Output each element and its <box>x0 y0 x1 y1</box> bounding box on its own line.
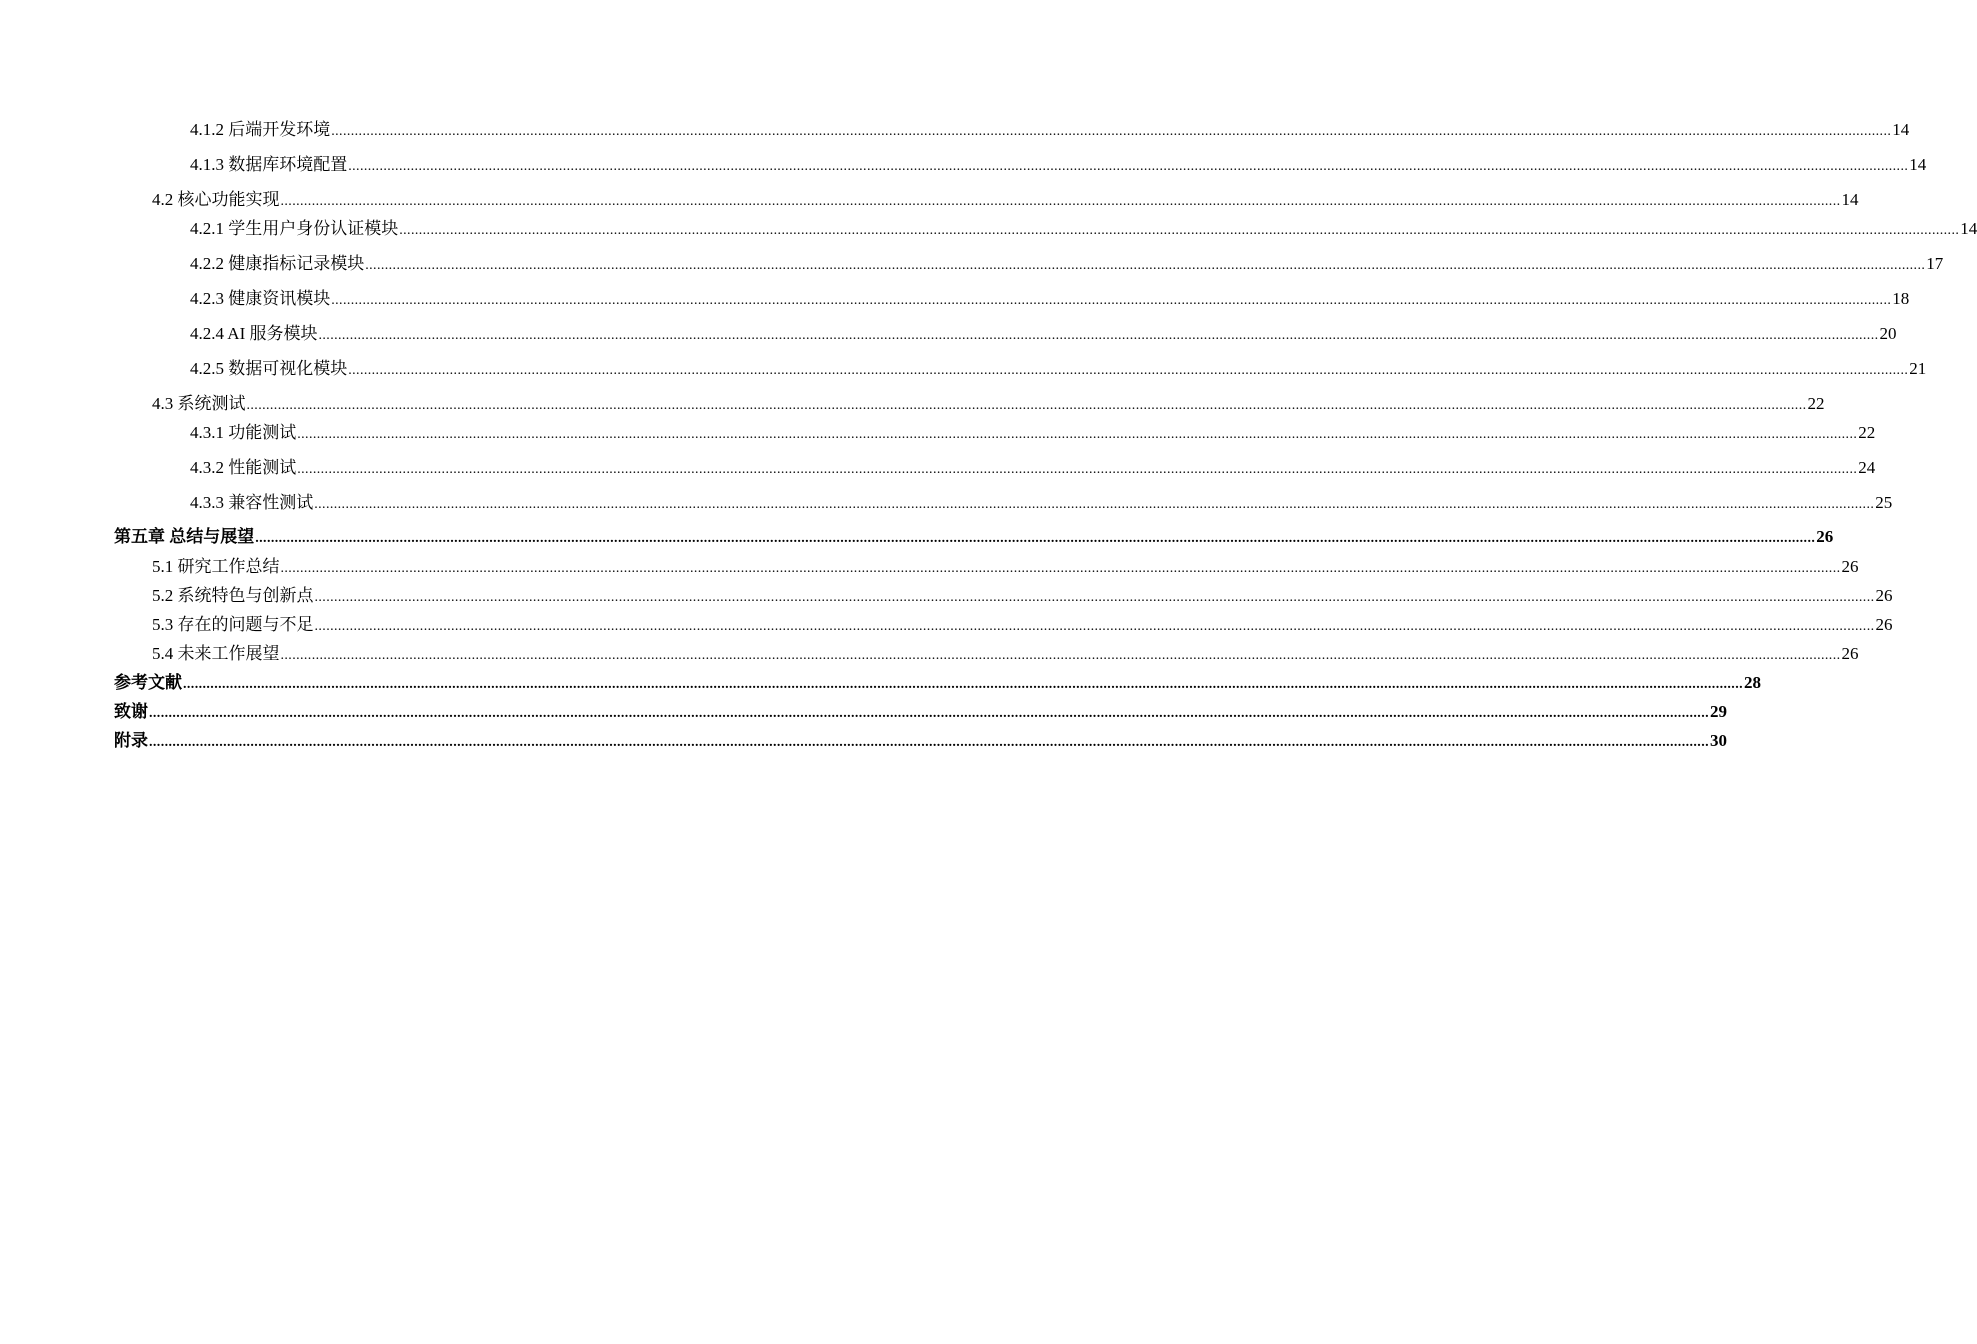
toc-entry-page-number: 28 <box>1744 673 1761 692</box>
toc-dot-leader: ................................................................................................................................................................................................................................................................................................................................................................................................................ <box>399 223 1960 238</box>
toc-entry-title: 4.1.3 数据库环境配置 <box>190 155 348 174</box>
toc-dot-leader: ................................................................................................................................................................................................................................................................................................................................................................................................................ <box>314 590 1875 605</box>
toc-entry-page-number: 14 <box>1909 155 1927 174</box>
toc-entry[interactable] <box>190 219 1977 241</box>
toc-entry-title: 附录 <box>114 731 148 750</box>
toc-entry-title: 4.2.4 AI 服务模块 <box>190 324 318 343</box>
toc-entry-page-number: 14 <box>1841 190 1859 209</box>
toc-entry[interactable] <box>152 615 1893 637</box>
toc-entry-title: 第五章 总结与展望 <box>114 527 255 546</box>
toc-entry[interactable] <box>152 557 1859 579</box>
toc-entry-title: 4.2 核心功能实现 <box>152 190 280 209</box>
toc-entry-page-number: 26 <box>1875 615 1893 634</box>
toc-entry-title: 4.2.5 数据可视化模块 <box>190 359 348 378</box>
toc-entry[interactable] <box>190 458 1876 480</box>
toc-entry[interactable] <box>152 394 1825 416</box>
toc-entry-page-number: 26 <box>1875 586 1893 605</box>
toc-entry[interactable] <box>190 324 1897 346</box>
toc-dot-leader: ................................................................................................................................................................................................................................................................................................................................................................................................................ <box>331 293 1892 308</box>
toc-dot-leader: ................................................................................................................................................................................................................................................................................................................................................................................................................ <box>280 561 1841 576</box>
toc-dot-leader: ................................................................................................................................................................................................................................................................................................................................................................................................................ <box>348 363 1909 378</box>
toc-dot-leader: ................................................................................................................................................................................................................................................................................................................................................................................................................ <box>149 706 1709 721</box>
toc-entry-page-number: 25 <box>1875 493 1893 512</box>
toc-dot-leader: ................................................................................................................................................................................................................................................................................................................................................................................................................ <box>246 398 1807 413</box>
toc-entry[interactable] <box>190 155 1927 177</box>
toc-entry-page-number: 14 <box>1892 120 1910 139</box>
toc-entry-title: 5.2 系统特色与创新点 <box>152 586 314 605</box>
toc-entry-title: 4.2.1 学生用户身份认证模块 <box>190 219 399 238</box>
toc-entry-page-number: 22 <box>1858 423 1876 442</box>
toc-dot-leader: ................................................................................................................................................................................................................................................................................................................................................................................................................ <box>314 497 1875 512</box>
toc-dot-leader: ................................................................................................................................................................................................................................................................................................................................................................................................................ <box>314 619 1875 634</box>
toc-entry-page-number: 21 <box>1909 359 1927 378</box>
toc-entry[interactable] <box>190 493 1893 515</box>
toc-entry-title: 致谢 <box>114 702 148 721</box>
toc-entry-title: 参考文献 <box>114 673 182 692</box>
toc-dot-leader: ................................................................................................................................................................................................................................................................................................................................................................................................................ <box>255 531 1816 546</box>
toc-entry-page-number: 26 <box>1816 527 1834 546</box>
toc-entry[interactable] <box>190 289 1910 311</box>
toc-entry-page-number: 17 <box>1926 254 1944 273</box>
toc-entry[interactable] <box>114 731 1727 753</box>
toc-entry-title: 5.4 未来工作展望 <box>152 644 280 663</box>
toc-entry-title: 5.1 研究工作总结 <box>152 557 280 576</box>
toc-dot-leader: ................................................................................................................................................................................................................................................................................................................................................................................................................ <box>318 328 1879 343</box>
toc-entry-title: 4.2.3 健康资讯模块 <box>190 289 331 308</box>
toc-entry[interactable] <box>152 586 1893 608</box>
toc-dot-leader: ................................................................................................................................................................................................................................................................................................................................................................................................................ <box>280 194 1841 209</box>
toc-entry[interactable] <box>114 673 1761 695</box>
toc-entry[interactable] <box>190 359 1927 381</box>
toc-entry[interactable] <box>152 190 1859 212</box>
toc-entry-title: 4.3.3 兼容性测试 <box>190 493 314 512</box>
toc-dot-leader: ................................................................................................................................................................................................................................................................................................................................................................................................................ <box>348 159 1909 174</box>
toc-entry-title: 4.3.2 性能测试 <box>190 458 297 477</box>
toc-entry[interactable] <box>190 120 1910 142</box>
toc-entry-page-number: 24 <box>1858 458 1876 477</box>
toc-entry-title: 4.3 系统测试 <box>152 394 246 413</box>
toc-dot-leader: ................................................................................................................................................................................................................................................................................................................................................................................................................ <box>297 462 1858 477</box>
toc-entry-page-number: 22 <box>1807 394 1825 413</box>
toc-entry-page-number: 18 <box>1892 289 1910 308</box>
toc-entry-page-number: 26 <box>1841 557 1859 576</box>
toc-entry-page-number: 29 <box>1710 702 1727 721</box>
toc-entry-page-number: 20 <box>1879 324 1897 343</box>
toc-entry-title: 4.1.2 后端开发环境 <box>190 120 331 139</box>
toc-entry[interactable] <box>190 423 1876 445</box>
toc-dot-leader: ................................................................................................................................................................................................................................................................................................................................................................................................................ <box>183 677 1743 692</box>
toc-entry-page-number: 30 <box>1710 731 1727 750</box>
toc-entry-page-number: 26 <box>1841 644 1859 663</box>
toc-dot-leader: ................................................................................................................................................................................................................................................................................................................................................................................................................ <box>365 258 1926 273</box>
toc-entry-title: 4.3.1 功能测试 <box>190 423 297 442</box>
toc-dot-leader: ................................................................................................................................................................................................................................................................................................................................................................................................................ <box>331 124 1892 139</box>
toc-entry-title: 5.3 存在的问题与不足 <box>152 615 314 634</box>
toc-dot-leader: ................................................................................................................................................................................................................................................................................................................................................................................................................ <box>297 427 1858 442</box>
toc-entry[interactable] <box>152 644 1859 666</box>
toc-dot-leader: ................................................................................................................................................................................................................................................................................................................................................................................................................ <box>280 648 1841 663</box>
toc-dot-leader: ................................................................................................................................................................................................................................................................................................................................................................................................................ <box>149 735 1709 750</box>
toc-entry-title: 4.2.2 健康指标记录模块 <box>190 254 365 273</box>
toc-entry[interactable] <box>114 702 1727 724</box>
toc-entry[interactable] <box>190 254 1944 276</box>
toc-entry[interactable] <box>114 527 1834 549</box>
toc-entry-page-number: 14 <box>1960 219 1977 238</box>
